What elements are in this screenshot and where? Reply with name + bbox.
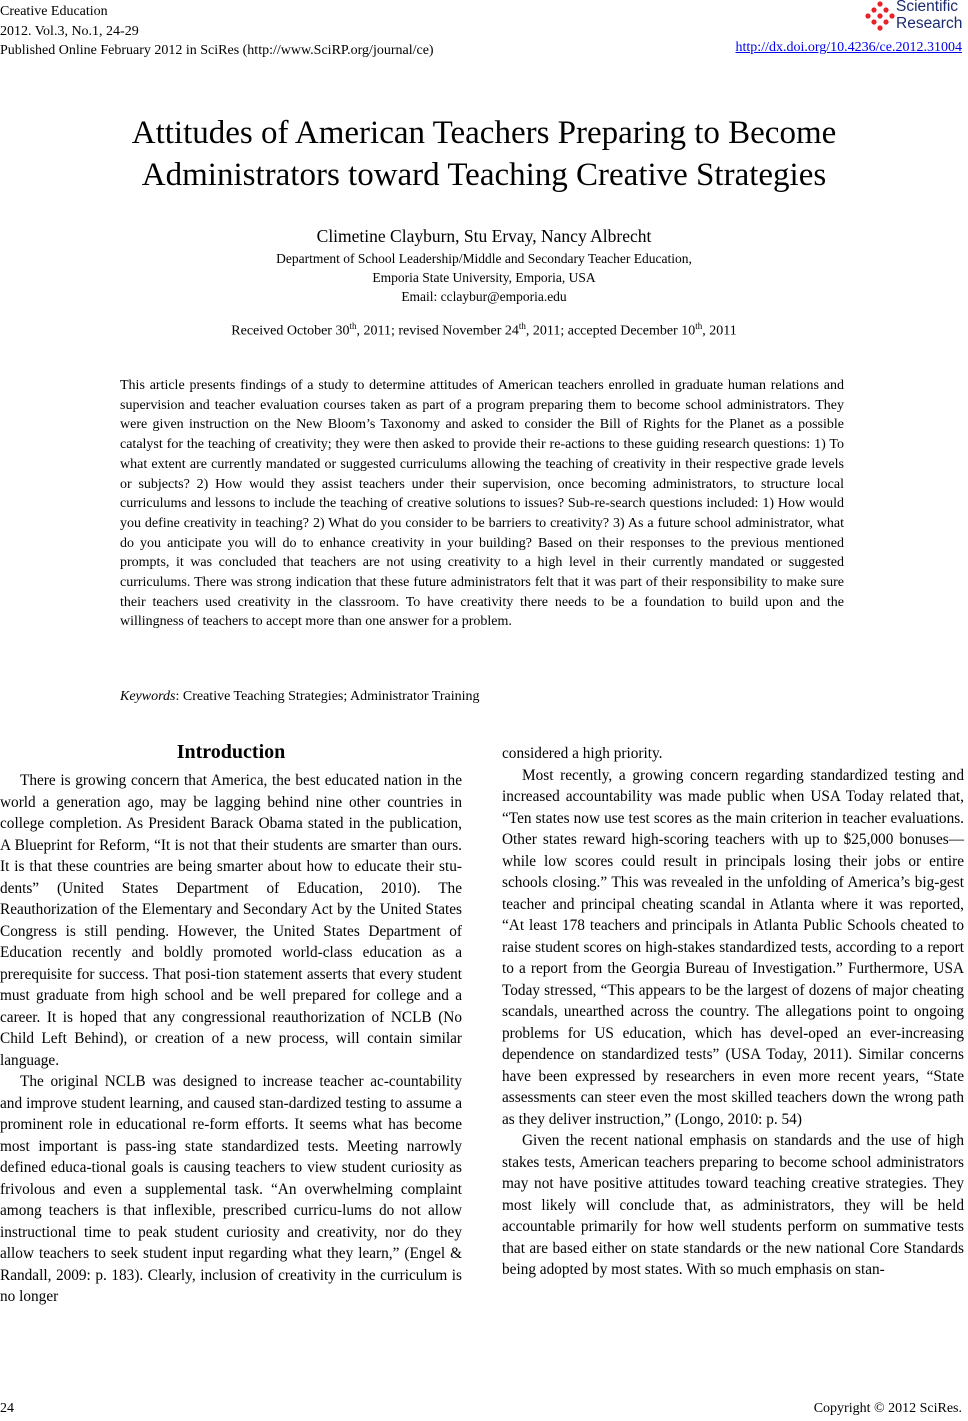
author-email: Email: cclaybur@emporia.edu <box>401 289 567 304</box>
authors: Climetine Clayburn, Stu Ervay, Nancy Albrecht <box>316 226 652 246</box>
accepted-text: , 2011; accepted December 10 <box>525 323 696 339</box>
scientific-research-logo <box>863 0 963 38</box>
article-title <box>0 112 968 196</box>
logo-line-1: Scientific <box>896 0 959 15</box>
title-line-1: Attitudes of American Teachers Preparing to Become <box>131 115 837 151</box>
doi-link[interactable]: http://dx.doi.org/10.4236/ce.2012.31004 <box>735 40 962 55</box>
journal-name: Creative Education <box>0 4 108 19</box>
affiliation-university: Emporia State University, Emporia, USA <box>372 270 596 285</box>
title-line-2: Administrators toward Teaching Creative Strategies <box>141 157 827 193</box>
paragraph: Most recently, a growing concern regarding standardized testing and increased accountability was made public when USA Today related that, “Ten states now use test scores as the main criterion in teacher evaluations. Other states reward high-scoring teachers with up to $25,000 bonuses—while low scores could result in principals losing their jobs or entire schools closing.” This was revealed in the unfolding of America’s big-gest teacher and principal cheating scandal in Atlanta where it was reported, “At least 178 teachers and principals in Atlanta Public Schools cheated to raise student scores on high-stakes standardized tests, according to a report to a report from the Georgia Bureau of Investigation.” Furthermore, USA Today stressed, “This appears to be the largest of dozens of major cheating scandals, unearthed across the country. The allegations point to ongoing problems for US education, which has devel-oped an ever-increasing dependence on standardized tests” (USA Today, 2011). Similar concerns have been expressed by researchers in even more recent years, “State assessments can steer even the most skilled teachers down the wrong path as they deliver instruction,” (Longo, 2010: p. 54) <box>502 766 964 1128</box>
received-dates <box>0 321 968 340</box>
left-column <box>0 770 462 1308</box>
logo-dots-icon <box>863 0 897 34</box>
publication-info: Published Online February 2012 in SciRes (http://www.SciRP.org/journal/ce) <box>0 43 434 58</box>
abstract: This article presents findings of a study to determine attitudes of American teachers enrolled in graduate human relations and supervision and teacher evaluation courses taken as part of a program preparing them to become school administrators. They were given instruction on the New Bloom’s Taxonomy and asked to consider the Bill of Rights for the Planet as a possible catalyst for the teaching of creativity; they were then asked to provide their re-actions to these guiding research questions: 1) To what extent are currently mandated or suggested curriculums allowing the teaching of creativity in their respective grade levels or subjects? 2) How would they assist teachers under their supervision, once becoming administrators, to structure local curriculums and lessons to include the teaching of creative solutions to issues? Sub-re-search questions included: 1) How would you define creativity in teaching? 2) What do you consider to be barriers to creativity? 3) As a future school administrator, what do you anticipate you will do to enhance creativity in your building? Based on their responses to the previous mentioned prompts, it was concluded that teachers are not using creativity to a high level in their currently mandated or suggested curriculums. There was strong indication that these future administrators felt that it was part of their responsibility to make sure their teachers used creativity in the classroom. To have creativity there needs to be a foundation to build upon and the willingness of teachers to accept more than one answer for a problem. <box>120 378 844 630</box>
section-heading-introduction: Introduction <box>176 741 286 763</box>
paragraph: The original NCLB was designed to increase teacher ac-countability and improve student learning, and caused stan-dardized testing to assume a prominent role in educational re-form efforts. It seems what has become most important is pass-ing state standardized tests. Meeting narrowly defined educa-tional goals is causing teachers to view student curiosity as frivolous and even a supplemental task. “An overwhelming complaint among teachers is that inflexible, prescribed curricu-lums do not allow instructional time to peak student curiosity and creativity, nor do they allow teachers to seek student input regarding what they learn,” (Engel & Randall, 2009: p. 183). Clearly, inclusion of creativity in the curriculum is no longer <box>0 1073 462 1305</box>
right-column <box>502 743 964 1281</box>
affiliation-department: Department of School Leadership/Middle and Secondary Teacher Education, <box>276 251 692 266</box>
received-text: Received October 30 <box>231 323 350 339</box>
ordinal-suffix: th <box>518 321 526 331</box>
revised-text: , 2011; revised November 24 <box>356 323 519 339</box>
journal-volume: 2012. Vol.3, No.1, 24-29 <box>0 23 139 39</box>
keywords-label: Keywords <box>120 689 176 704</box>
paragraph: There is growing concern that America, the best educated nation in the world a generation ago, may be lagging behind nine other countries in college completion. As President Barack Obama stated in the publication, A Blueprint for Reform, “It is not that their students are smarter than ours. It is that these countries are being smarter about how to educate their stu-dents” (United States Department of Education, 2010). The Reauthorization of the Elementary and Secondary Act by the United States Congress is still pending. However, the United States Department of Education recently and boldly promoted world-class education as a prerequisite for success. That posi-tion statement asserts that every student must graduate from high school and be well prepared for college and a career. It is hoped that any congressional reauthorization of NCLB (No Child Left Behind), or creation of a new process, will contain similar language. <box>0 772 462 1069</box>
keywords <box>120 689 479 705</box>
paragraph: considered a high priority. <box>502 745 663 762</box>
affiliation <box>0 249 968 306</box>
year-text: , 2011 <box>702 323 737 339</box>
keywords-list: : Creative Teaching Strategies; Administrator Training <box>175 689 480 704</box>
journal-header <box>0 2 434 61</box>
page-number: 24 <box>0 1401 14 1416</box>
ordinal-suffix: th <box>695 321 703 331</box>
copyright: Copyright © 2012 SciRes. <box>813 1401 962 1416</box>
paragraph: Given the recent national emphasis on standards and the use of high stakes tests, American teachers preparing to become school administrators may not have positive attitudes toward teaching creative strategies. They most likely will conclude that, as administrators, they will be held accountable primarily for how well students perform on summative tests that are based either on state standards or the new national Core Standards being adopted by most states. With so much emphasis on stan- <box>502 1132 964 1278</box>
logo-line-2: Research <box>896 15 963 32</box>
ordinal-suffix: th <box>349 321 357 331</box>
